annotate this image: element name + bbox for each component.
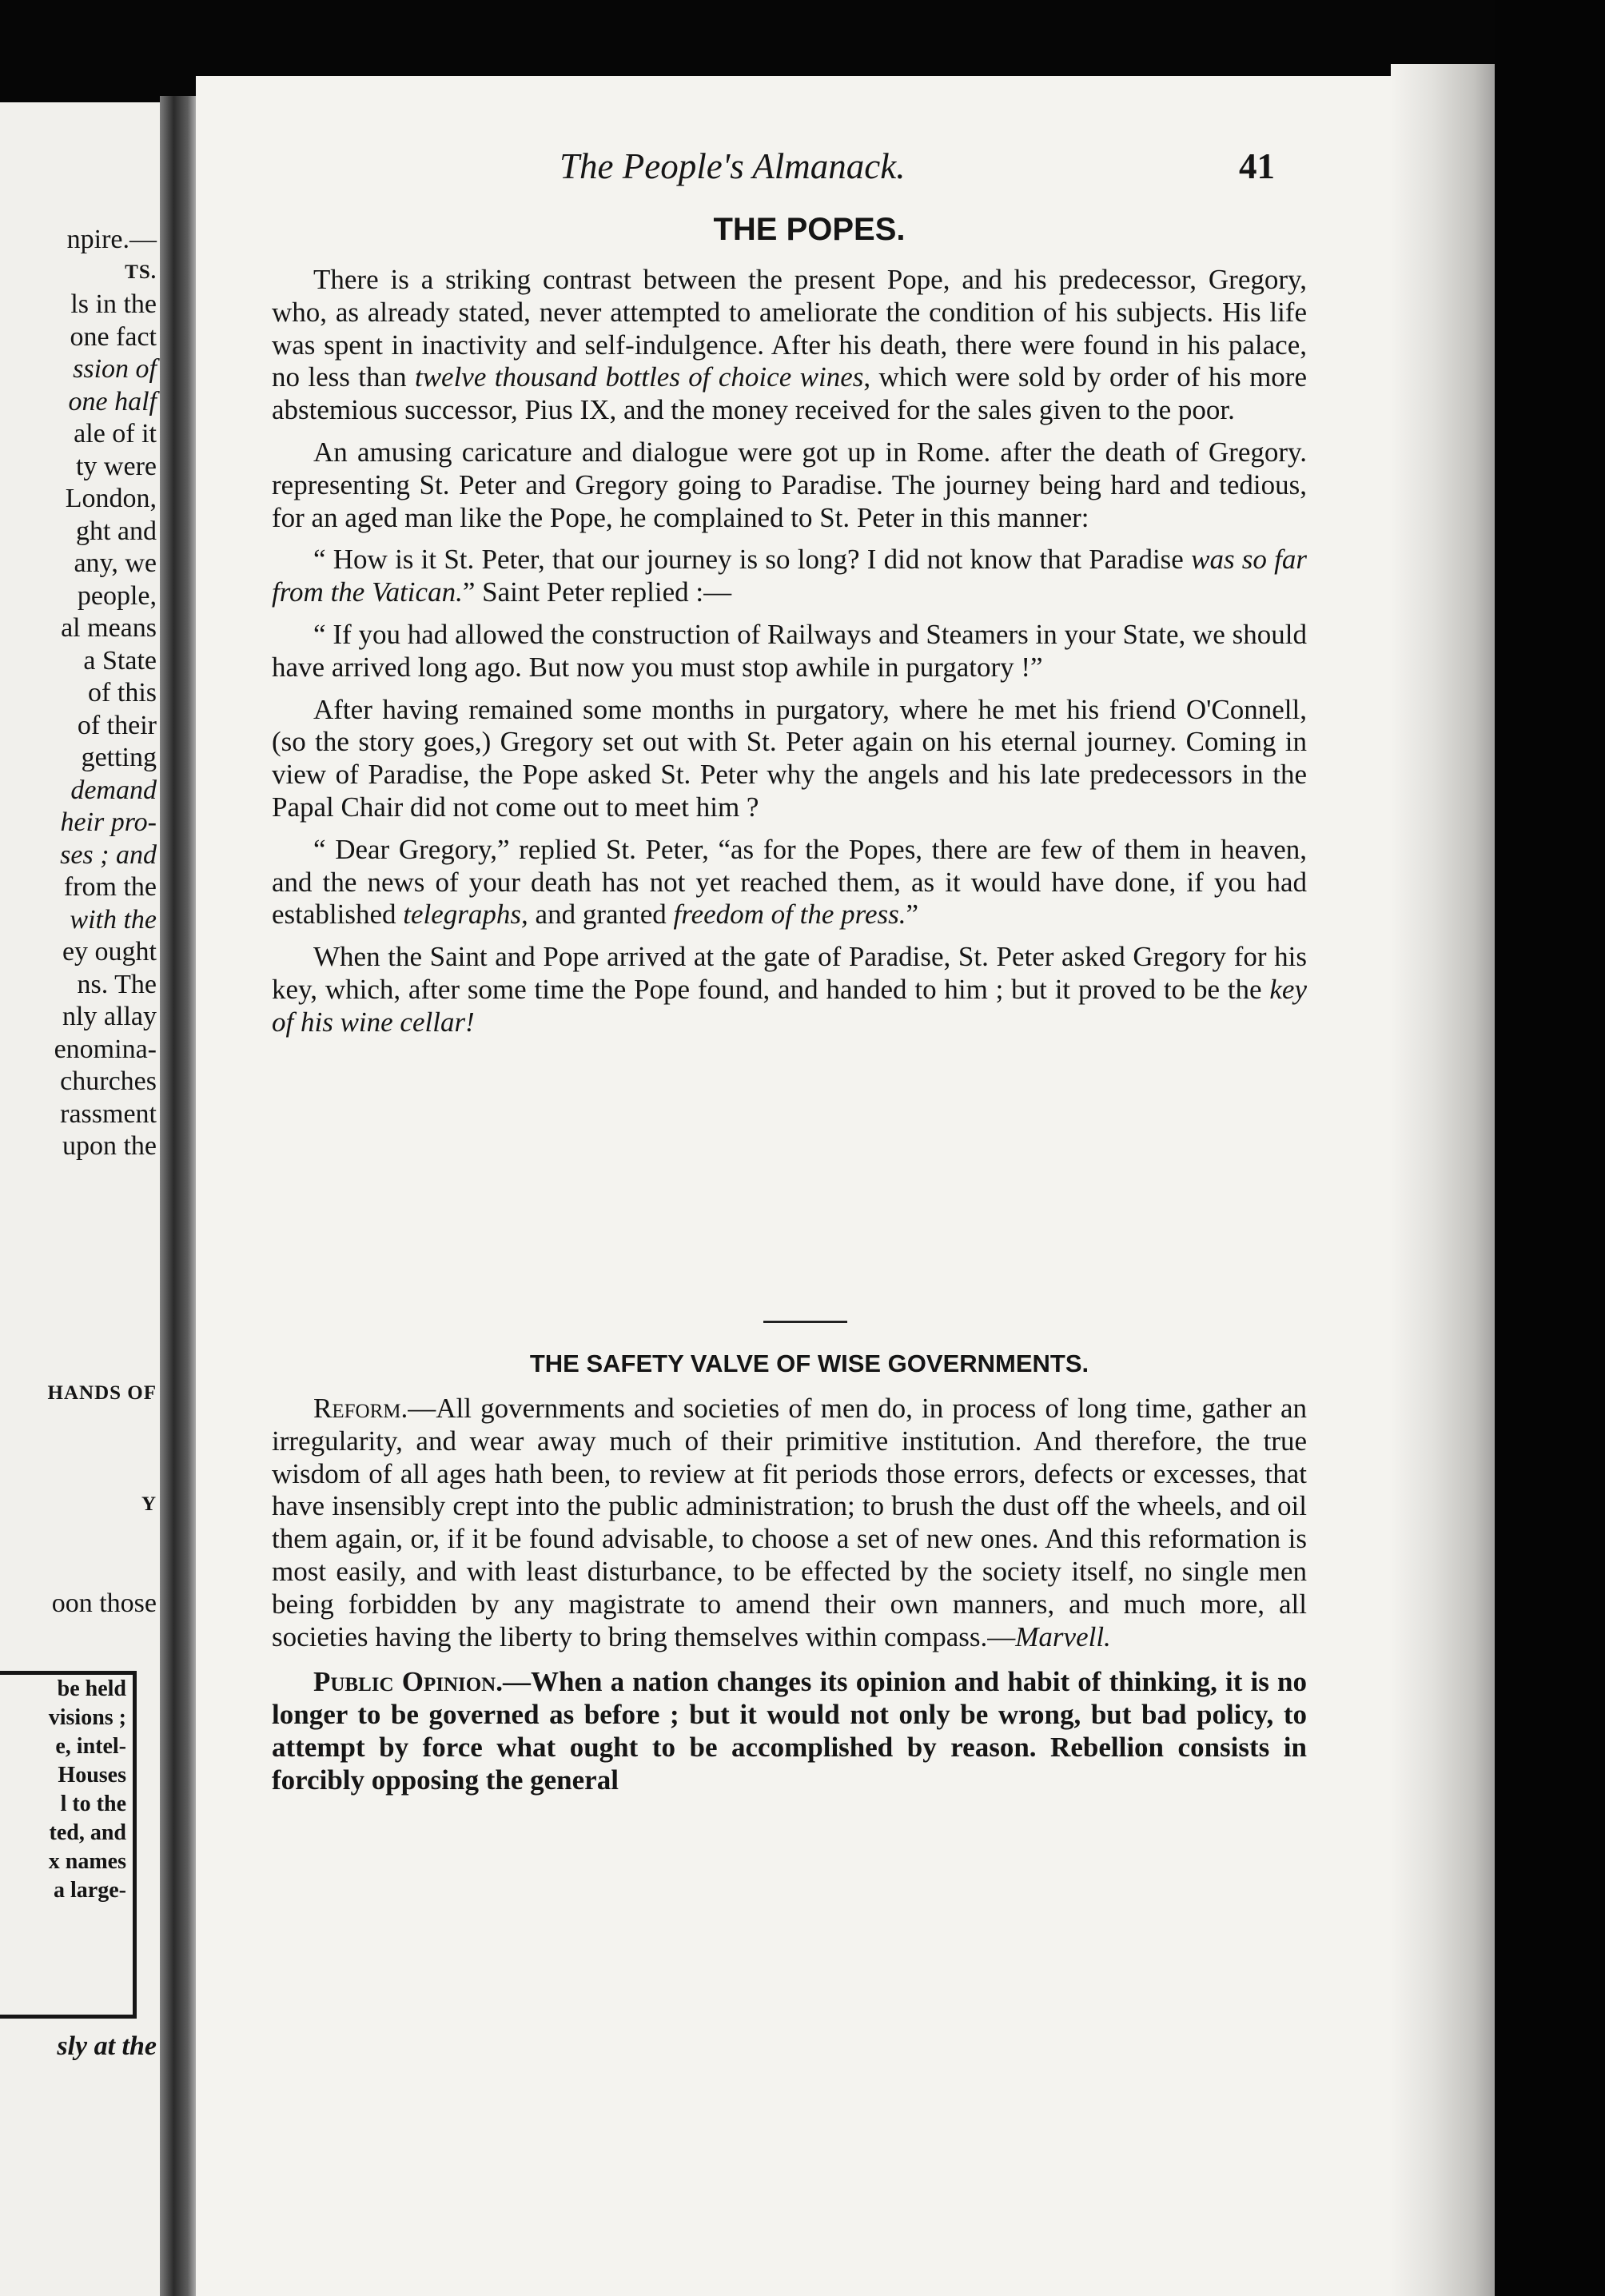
left-page-line: ls in the: [70, 289, 157, 319]
left-page-line: HANDS OF: [47, 1382, 157, 1404]
left-page-box-line: l to the: [60, 1792, 126, 1816]
left-page-line: Y: [141, 1493, 157, 1515]
left-page-line: churches: [60, 1066, 157, 1096]
text-run: and granted: [528, 899, 674, 931]
left-page-hands-of: [0, 1377, 157, 1410]
paragraph: [272, 941, 1307, 1038]
paragraph: [272, 619, 1307, 684]
book-gutter: [160, 96, 200, 2296]
left-page-line: al means: [61, 613, 157, 643]
left-page-bottom-line: [0, 2031, 157, 2063]
paragraph: [272, 544, 1307, 609]
left-page-box-line: be held: [57, 1676, 126, 1701]
left-page-box-line: ted, and: [49, 1820, 126, 1845]
text-run: An amusing caricature and dialogue were got up in Rome. after the death of Gregory. representing St. Peter and Gregory going to Paradise. The journey being hard and tedious, for an aged man like the Pope, he complained to St. Peter in this manner:: [272, 436, 1307, 533]
italic-phrase: twelve thousand bottles of choice wines: [414, 361, 864, 393]
italic-phrase: was so far from the Vatican.: [272, 544, 1308, 608]
section-title-safety-valve: THE SAFETY VALVE OF WISE GOVERNMENTS.: [529, 1349, 1089, 1377]
section-divider-rule: [763, 1321, 847, 1323]
paragraph-reform: [272, 1393, 1307, 1653]
section-title-popes: THE POPES.: [713, 212, 906, 247]
running-head: The People's Almanack.: [560, 146, 906, 186]
text-run: “ If you had allowed the construction of Railways and Steamers in your State, we should have arrived long ago. But now you must stop awhile in purgatory !”: [272, 618, 1307, 683]
paragraph: [272, 834, 1307, 931]
left-page-line: npire.—: [66, 225, 157, 254]
left-page-line: of this: [88, 678, 157, 708]
page-number: 41: [1239, 146, 1275, 186]
left-page-line: sly at the: [57, 2031, 157, 2061]
reform-text: —All governments and societies of men do, in process of long time, gather an irregularity, and wear away much of their primitive institution. And therefore, the true wisdom of all ages hath been, to review at fit periods those errors, defects or excesses, that have insensibly crept into the public administration; to brush the dust off the wheels, and oil them again, or, if it be found advisable, to choose a set of new ones. And this reformation is most easily, and with least disturbance, to be effected by the society itself, no single men being forbidden by any magistrate to amend their own manners, and much more, all societies having the liberty to bring themselves within compass.—: [272, 1393, 1307, 1652]
italic-phrase: freedom of the press.: [673, 899, 906, 931]
left-page-box-line: Houses: [58, 1763, 126, 1788]
left-page-line: one half: [68, 386, 157, 417]
left-page-y-line: [0, 1489, 157, 1521]
left-page-line: London,: [65, 484, 157, 513]
left-page-line: people,: [77, 580, 157, 611]
left-page-box-line: x names: [48, 1849, 126, 1874]
italic-phrase: key of his wine cellar!: [272, 973, 1307, 1038]
left-page-line: oon those: [51, 1588, 157, 1618]
left-page-line: from the: [63, 872, 157, 902]
left-page-line: enomina-: [54, 1034, 157, 1064]
reform-lead: Reform.: [313, 1393, 408, 1424]
text-run: “ Dear Gregory,” replied St. Peter, “as for the Popes, there are few of them in heaven, and the news of your death has not yet reached them, as it would have done, if you had established: [272, 833, 1307, 931]
left-page-box-line: e, intel-: [55, 1734, 126, 1759]
text-run: , which were sold by order of his more abstemious successor, Pius IX, and the money received for the sales given to the poor.: [272, 361, 1307, 426]
text-run: There is a striking contrast between the present Pope, and his predecessor, Gregory, who, as already stated, never attempted to ameliorate the condition of his subjects. His life was spent in inactivity and self-indulgence. After his death, there were found in his palace, no less than: [272, 264, 1307, 393]
left-page-line: rassment: [60, 1098, 157, 1129]
left-page-line: of their: [77, 710, 157, 740]
left-page-line: a State: [83, 645, 157, 676]
left-page-line: demand: [70, 775, 157, 805]
section-body-popes: [272, 264, 1307, 1049]
left-page-text-lines: [0, 224, 157, 1163]
left-page-line: ght and: [75, 516, 157, 546]
left-page-line: getting: [81, 743, 157, 772]
left-page-line: TS.: [125, 261, 157, 283]
paragraph: [272, 694, 1307, 824]
left-page-box-line: visions ;: [48, 1705, 126, 1730]
left-page-line: ssion of: [73, 354, 157, 384]
text-run: ” Saint Peter replied :—: [462, 576, 732, 608]
paragraph: [272, 436, 1307, 534]
left-page-line: ses ; and: [60, 839, 157, 870]
opinion-text: —When a nation changes its opinion and habit of thinking, it is no longer to be governed as before ; but it would not only be wrong, but bad policy, to attempt by force what ought to be accomplished by reason. Rebellion consists in forcibly opposing the general: [272, 1666, 1308, 1796]
text-run: After having remained some months in purgatory, where he met his friend O'Connell, (so the story goes,) Gregory set out with St. Peter again on his eternal journey. Coming in view of Paradise, the Pope asked St. Peter why the angels and his late predecessors in the Papal Chair did not come out to meet him ?: [272, 693, 1307, 823]
left-page-line: heir pro-: [60, 807, 157, 837]
left-page-line: upon the: [62, 1131, 157, 1161]
left-page-line: ey ought: [62, 937, 157, 967]
left-page-boxed-text: [0, 1671, 137, 2019]
paragraph-public-opinion: [272, 1666, 1307, 1796]
text-run: “ How is it St. Peter, that our journey is so long? I did not know that Paradise: [313, 544, 1192, 576]
left-page-line: ale of it: [74, 419, 157, 448]
text-run: ”: [906, 899, 919, 931]
left-page-line: with the: [70, 904, 157, 935]
left-page-fragment: [0, 102, 160, 2296]
scan-margin-right: [1495, 0, 1605, 2296]
left-page-line: any, we: [74, 548, 157, 578]
page-edge: [1391, 64, 1495, 2296]
italic-phrase: telegraphs,: [403, 899, 528, 931]
left-page-pon-those: [0, 1588, 157, 1620]
left-page-line: one fact: [70, 321, 157, 352]
left-page-line: nly allay: [62, 1002, 157, 1031]
text-run: When the Saint and Pope arrived at the gate of Paradise, St. Peter asked Gregory for his key, which, after some time the Pope found, and handed to him ; but it proved to be the: [272, 941, 1307, 1005]
section-body-safety-valve: [272, 1393, 1307, 1810]
left-page-line: ns. The: [77, 969, 157, 999]
reform-author: Marvell.: [1015, 1620, 1111, 1652]
left-page-line: ty were: [75, 451, 157, 481]
left-page-box-line: a large-: [54, 1878, 126, 1903]
opinion-lead: Public Opinion.: [313, 1666, 503, 1698]
paragraph: [272, 264, 1307, 427]
